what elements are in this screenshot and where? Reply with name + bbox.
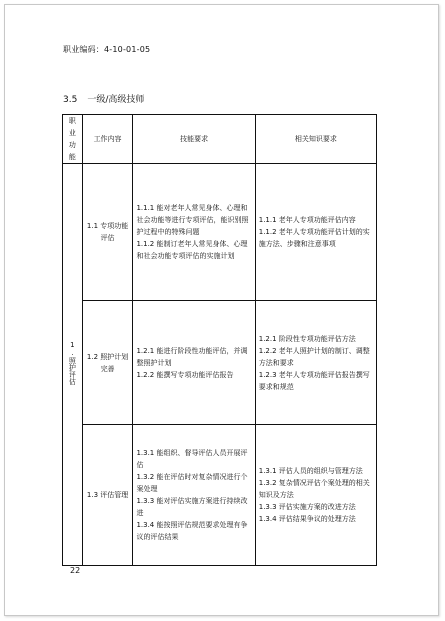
skills-text: 1.2.1 能进行阶段性功能评估，并调整照护计划 1.2.2 能撰写专项功能评估报告 (136, 346, 248, 379)
knowledge-text: 1.3.1 评估人员的组织与管理方法 1.3.2 复杂情况评估个案处理的相关知识及方法 1.3.3 评估实施方案的改进方法 1.3.4 评估结果争议的处理方法 (258, 467, 370, 523)
table-row (63, 301, 377, 425)
knowledge-text: 1.1.1 老年人专项功能评估内容 1.1.2 老年人专项功能评估计划的实施方法、步骤和注意事项 (258, 216, 370, 248)
skills-cell (133, 425, 255, 566)
work-content-cell: 1.2 照护计划完善 (82, 301, 133, 425)
knowledge-cell (255, 301, 376, 425)
category-label: 1.照护评估 (68, 340, 77, 385)
table-row (63, 164, 377, 301)
work-content-cell: 1.1 专项功能评估 (82, 164, 133, 301)
table-row (63, 425, 377, 566)
work-content-cell: 1.3 评估管理 (82, 425, 133, 566)
skills-cell (133, 164, 255, 301)
knowledge-cell (255, 164, 376, 301)
page-number: 22 (70, 566, 81, 575)
header-occupational-function: 职业功能 (63, 115, 83, 164)
skills-cell (133, 301, 255, 425)
section-heading (63, 92, 144, 105)
header-skill-requirements: 技能要求 (133, 115, 255, 164)
header-knowledge-requirements: 相关知识要求 (255, 115, 376, 164)
knowledge-text: 1.2.1 阶段性专项功能评估方法 1.2.2 老年人照护计划的制订、调整方法和要求 1.2.3 老年人专项功能评估报告撰写要求和规范 (258, 334, 370, 391)
section-number: 3.5 (63, 95, 78, 105)
category-cell (63, 164, 83, 566)
skills-text: 1.3.1 能组织、督导评估人员开展评估 1.3.2 能在评估时对复杂情况进行个案处理 1.3.3 能对评估实施方案进行持续改进 1.3.4 能按照评估规范要求处理有争议的评估结果 (136, 449, 248, 541)
header-work-content: 工作内容 (82, 115, 133, 164)
occupation-code: 职业编码：4-10-01-05 (63, 45, 151, 54)
table-header-row (63, 115, 377, 164)
skills-table (62, 114, 377, 566)
skills-text: 1.1.1 能对老年人常见身体、心理和社会功能等进行专项评估，能识别照护过程中的特殊问题 1.1.2 能制订老年人常见身体、心理和社会功能专项评估的实施计划 (136, 204, 249, 260)
knowledge-cell (255, 425, 376, 566)
section-title: 一级/高级技师 (87, 95, 145, 105)
